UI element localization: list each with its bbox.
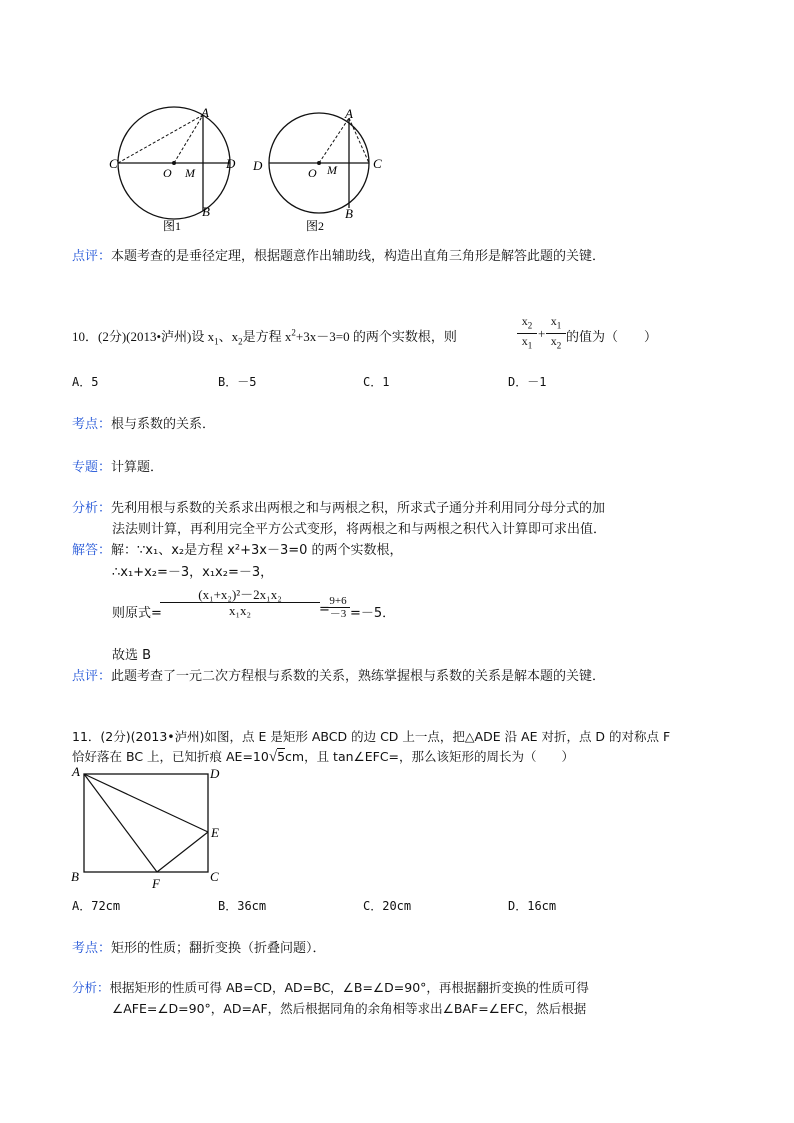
q11-fenxi-line1: 根据矩形的性质可得 AB=CD，AD=BC，∠B=∠D=90°，再根据翻折变换的性质可得 — [109, 980, 589, 995]
q10-frac1-den: x — [521, 334, 528, 349]
figure-1 — [109, 105, 236, 233]
q10-jieda-line4: 故选 B — [112, 648, 152, 663]
q10-jieda-big-den: x₁x₂ — [228, 603, 252, 618]
fig1-dashed-oa — [174, 115, 203, 163]
fig2-label-d: D — [253, 158, 263, 173]
rect-label-d: D — [210, 766, 220, 781]
q10-frac2-den-sub: 2 — [556, 340, 562, 351]
q10-jieda-line1: 解：∵x₁、x₂是方程 x²+3x－3=0 的两个实数根， — [111, 543, 403, 558]
q11-stem-line2-suffix: cm，且 tan∠EFC=，那么该矩形的周长为（ ） — [285, 749, 575, 764]
q11-stem-line2-prefix: 恰好落在 BC 上，已知折痕 AE=10 — [72, 749, 269, 764]
q10-jieda-line2: ∴x₁+x₂=－3，x₁x₂=－3， — [112, 565, 274, 580]
rectangle-figure — [68, 764, 228, 892]
fig1-center-dot — [172, 161, 176, 165]
q9-comment-text: 本题考查的是垂径定理，根据题意作出辅助线，构造出直角三角形是解答此题的关键． — [111, 249, 606, 264]
q9-comment — [72, 245, 605, 264]
rect-label-c: C — [210, 869, 219, 884]
q10-fenxi-label: 分析： — [72, 501, 112, 516]
figure-2 — [252, 106, 382, 233]
q10-stem-mid2: 是方程 x — [242, 329, 292, 344]
circle-figures — [105, 100, 395, 235]
fig2-label-c: C — [373, 156, 382, 171]
q10-fraction-2 — [546, 314, 566, 354]
q10-jieda-line3-prefix: 则原式= — [112, 606, 162, 621]
q10-kaodian-text: 根与系数的关系． — [111, 417, 216, 432]
q10-stem-mid3: +3x－3=0 的两个实数根，则 — [295, 329, 457, 344]
fold-line-ae — [84, 774, 208, 832]
q10-kaodian — [72, 413, 215, 432]
q10-fenxi-line2: 法法则计算，再利用完全平方公式变形，将两根之和与两根之积代入计算即可求出值． — [112, 522, 607, 537]
fig1-label-d: D — [226, 156, 236, 171]
fig2-label-m: M — [327, 163, 337, 177]
q11-fenxi-line2: ∠AFE=∠D=90°，AD=AF，然后根据同角的余角相等求出∠BAF=∠EFC，然后根据 — [112, 1001, 587, 1016]
q10-frac2-num-sub: 1 — [556, 320, 562, 331]
fig2-center-dot — [317, 161, 321, 165]
q10-jieda-big-fraction — [160, 587, 320, 618]
fig1-label-a: A — [201, 105, 209, 120]
q10-option-b[interactable]: B．－5 — [218, 375, 257, 389]
q11-stem-line1: 11．(2分)(2013•泸州)如图，点 E 是矩形 ABCD 的边 CD 上一点，把△ADE 沿 AE 对折，点 D 的对称点 F — [72, 729, 671, 744]
q10-option-c[interactable]: C．1 — [363, 375, 390, 389]
q10-frac1-num-sub: 2 — [527, 320, 533, 331]
q10-fenxi — [72, 497, 605, 516]
fig1-dashed-ca — [118, 115, 203, 163]
q11-option-a[interactable]: A．72cm — [72, 899, 121, 913]
fig2-label-b: B — [345, 206, 353, 221]
fig1-label-o: O — [163, 166, 172, 180]
fig1-label-m: M — [185, 166, 195, 180]
fig2-dashed-oa — [319, 118, 349, 163]
q11-fenxi — [72, 978, 589, 996]
q10-zhuanti-text: 计算题． — [111, 460, 164, 475]
q10-jieda-small-fraction — [326, 595, 350, 620]
fig2-caption: 图2 — [306, 219, 325, 233]
q10-jieda-small-num: 9+6 — [329, 595, 347, 607]
q10-jieda-small-den: －3 — [329, 608, 347, 620]
q10-frac2-den: x — [550, 334, 557, 349]
q11-kaodian — [72, 937, 326, 956]
q10-stem-mid1: 、x — [218, 329, 239, 344]
q10-jieda-label: 解答： — [72, 543, 112, 558]
q10-option-a[interactable]: A．5 — [72, 375, 99, 389]
q10-pingping — [72, 665, 605, 684]
q11-kaodian-label: 考点： — [72, 941, 112, 956]
q10-zhuanti-label: 专题： — [72, 460, 112, 475]
q10-option-d[interactable]: D．－1 — [508, 375, 547, 389]
q11-option-c[interactable]: C．20cm — [363, 899, 412, 913]
q10-zhuanti — [72, 456, 163, 475]
q10-kaodian-label: 考点： — [72, 417, 112, 432]
rect-label-e: E — [211, 825, 219, 840]
line-fe — [157, 832, 208, 872]
q10-frac2-num: x — [550, 314, 557, 328]
q10-fenxi-line1: 先利用根与系数的关系求出两根之和与两根之积，所求式子通分并利用同分母分式的加 — [111, 501, 606, 516]
q10-frac1-den-sub: 1 — [527, 340, 533, 351]
q10-plus: + — [538, 326, 546, 341]
q10-pingping-text: 此题考查了一元二次方程根与系数的关系，熟练掌握根与系数的关系是解本题的关键． — [111, 669, 606, 684]
q10-frac1-num: x — [521, 314, 528, 328]
q10-jieda-eq: = — [319, 602, 330, 617]
q10-stem: 10．(2分)(2013•泸州)设 $x_1$、$x_2$是方程 $x^2+3x-3=0$ 的两个实数根，则 — [72, 327, 457, 347]
q11-kaodian-text: 矩形的性质；翻折变换（折叠问题）． — [111, 941, 326, 956]
fig1-caption: 图1 — [163, 219, 182, 233]
q11-stem-line2: 恰好落在 BC 上，已知折痕 AE=10√5cm，且 tan∠EFC=，那么该矩形的周长为（ ） — [72, 749, 575, 765]
fig2-label-a: A — [345, 106, 353, 121]
fig1-label-c: C — [109, 156, 118, 171]
q10-jieda-big-num: (x₁+x₂)²－2x₁x₂ — [198, 587, 282, 602]
q11-option-b[interactable]: B．36cm — [218, 899, 267, 913]
q10-jieda — [72, 539, 403, 558]
line-af — [84, 774, 157, 872]
fig2-label-o: O — [308, 166, 317, 180]
rect-label-f: F — [152, 876, 160, 891]
q10-fraction-1 — [517, 314, 537, 354]
q10-stem-suffix: 的值为（ ） — [566, 330, 658, 345]
q11-sqrt-radicand: 5 — [277, 749, 286, 764]
q10-pingping-label: 点评： — [72, 669, 112, 684]
q10-jieda-line3-suffix: =－5． — [350, 606, 396, 621]
q11-fenxi-label: 分析： — [72, 980, 110, 995]
q10-stem-prefix: 10．(2分)(2013•泸州)设 x — [72, 329, 215, 344]
fig1-label-b: B — [202, 204, 210, 219]
rect-label-b: B — [71, 869, 79, 884]
q11-option-d[interactable]: D．16cm — [508, 899, 557, 913]
rect-label-a: A — [72, 764, 80, 779]
fig2-dashed-ac — [349, 118, 369, 163]
q9-comment-label: 点评： — [72, 249, 112, 264]
